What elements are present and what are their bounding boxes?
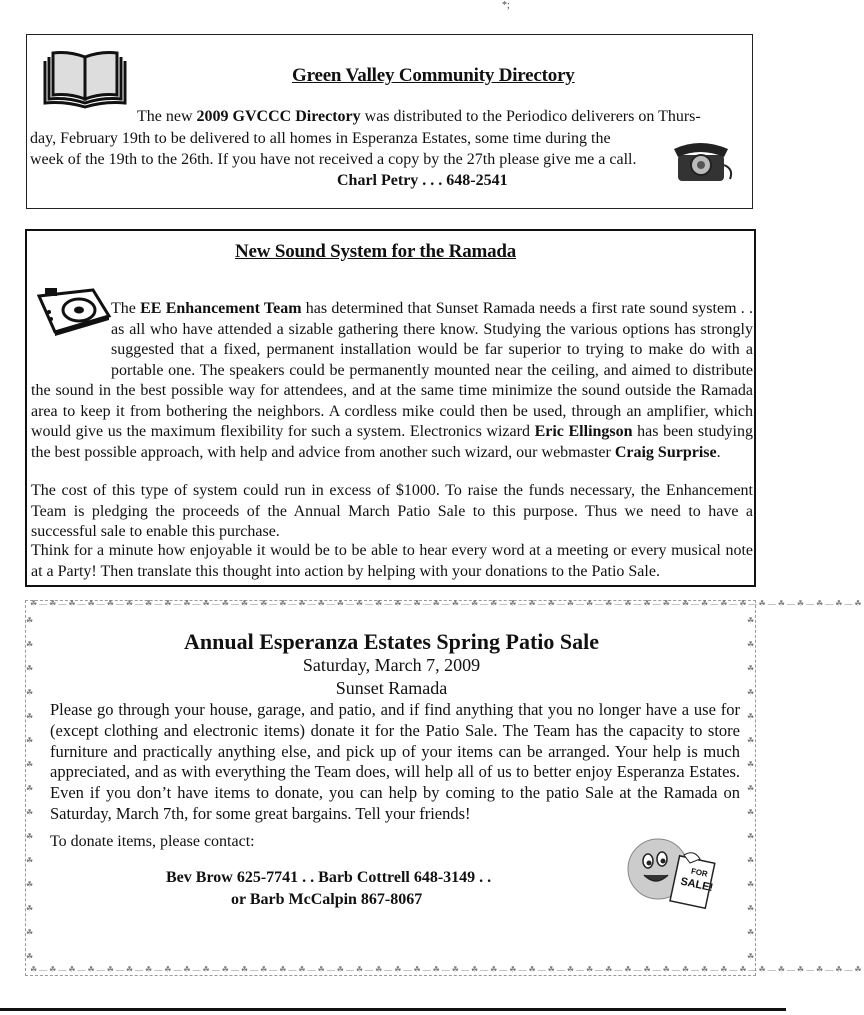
sound-paragraph-3: Think for a minute how enjoyable it would be to be able to hear every word at a meeting or every musical note at a Party! Then translate this thought into action by helping with your donations to the Patio Sale. [31, 542, 753, 580]
sound-title: New Sound System for the Ramada [235, 241, 517, 262]
sign-sale: SALE! [679, 875, 715, 895]
donate-contacts-2: or Barb McCalpin 867-8067 [231, 891, 423, 908]
icon-spacer [31, 299, 111, 361]
smiley-for-sale-sign-icon [624, 829, 724, 919]
text: has determined that Sunset Ramada needs a first rate sound system . . as all who have attended a sizable gathering there know. Studying the various options has strongly suggested that a fixed, permanent installation would be far superior to trying to make do with a portable one. The speakers could be permanently mounted near the ceiling, and aimed to distribute the sound in the best possible way for attendees, and at the same time minimize the sound outside the Ramada area to keep it from bothering the neighbors. A cordless mike could then be used, through an amplifier, which would give us the maximum flexibility for such a system. Electronics wizard [31, 300, 754, 440]
text: . [716, 443, 721, 461]
directory-name: 2009 GVCCC Directory [196, 108, 361, 125]
decorative-border-bottom: ☘—☘—☘—☘—☘—☘—☘—☘—☘—☘—☘—☘—☘—☘—☘—☘—☘—☘—☘—☘—☘—☘—☘—☘—☘—☘—☘—☘—☘—☘—☘—☘—☘—☘—☘—☘—☘—☘—☘—☘—☘—☘—☘—☘ [30, 965, 864, 974]
person-name: Eric Ellingson [534, 423, 633, 440]
open-book-icon [39, 49, 131, 113]
sale-location: Sunset Ramada [335, 678, 448, 698]
page-top-mark: *; [502, 0, 510, 11]
sound-paragraph-2: The cost of this type of system could run in excess of $1000. To raise the funds necessary, the Enhancement Team is pledging the proceeds of the Annual March Patio Sale to this purpose. Thus we need to have a successful sale to enable this purchase. [31, 482, 753, 540]
sound-system-notice [25, 229, 756, 587]
sign-for: FOR [690, 866, 709, 879]
sale-title: Annual Esperanza Estates Spring Patio Sale [184, 629, 599, 654]
text: The new [137, 108, 197, 125]
donate-intro: To donate items, please contact: [50, 833, 255, 850]
decorative-border-left: ☘ ☘ ☘ ☘ ☘ ☘ ☘ ☘ ☘ ☘ ☘ ☘ ☘ ☘ ☘ [26, 616, 34, 961]
directory-title: Green Valley Community Directory [292, 65, 575, 86]
directory-line-3: week of the 19th to the 26th. If you have not received a copy by the 27th please give me a call. [30, 151, 637, 168]
decorative-border-top: ☘—☘—☘—☘—☘—☘—☘—☘—☘—☘—☘—☘—☘—☘—☘—☘—☘—☘—☘—☘—☘—☘—☘—☘—☘—☘—☘—☘—☘—☘—☘—☘—☘—☘—☘—☘—☘—☘—☘—☘—☘—☘—☘—☘ [30, 599, 864, 608]
directory-line-1 [137, 108, 701, 126]
text: has been studying the best possible approach, with help and advice from another such wizard, our webmaster [31, 423, 754, 461]
sound-paragraph-1 [31, 299, 753, 463]
directory-contact: Charl Petry . . . 648-2541 [337, 172, 508, 189]
page-bottom-rule [0, 1008, 786, 1011]
donate-contacts-1: Bev Brow 625-7741 . . Barb Cottrell 648-3149 . . [166, 869, 492, 886]
text: was distributed to the Periodico deliverers on Thurs- [360, 108, 701, 125]
directory-notice [26, 34, 753, 209]
text: The [111, 300, 141, 317]
person-name: Craig Surprise [614, 443, 717, 461]
sale-body: Please go through your house, garage, and patio, and if find anything that you no longer have a use for (except clothing and electronic items) donate it for the Patio Sale. The Team has the capacity to store furniture and practically anything else, and pick up of your items can be arranged. Your help is much appreciated, and as with everything the Team does, will help all of us to better enjoy Esperanza Estates. Even if you don’t have items to donate, you can help by coming to the patio Sale at the Ramada on Saturday, March 7th, for some great bargains. Tell your friends! [50, 700, 740, 823]
team-name: EE Enhancement Team [140, 300, 302, 317]
rotary-telephone-icon [672, 135, 738, 183]
patio-sale-notice [25, 599, 864, 976]
decorative-border-right: ☘ ☘ ☘ ☘ ☘ ☘ ☘ ☘ ☘ ☘ ☘ ☘ ☘ ☘ ☘ [747, 616, 755, 961]
directory-line-2: day, February 19th to be delivered to all homes in Esperanza Estates, some time during the [30, 130, 611, 147]
sale-date: Saturday, March 7, 2009 [302, 655, 481, 675]
